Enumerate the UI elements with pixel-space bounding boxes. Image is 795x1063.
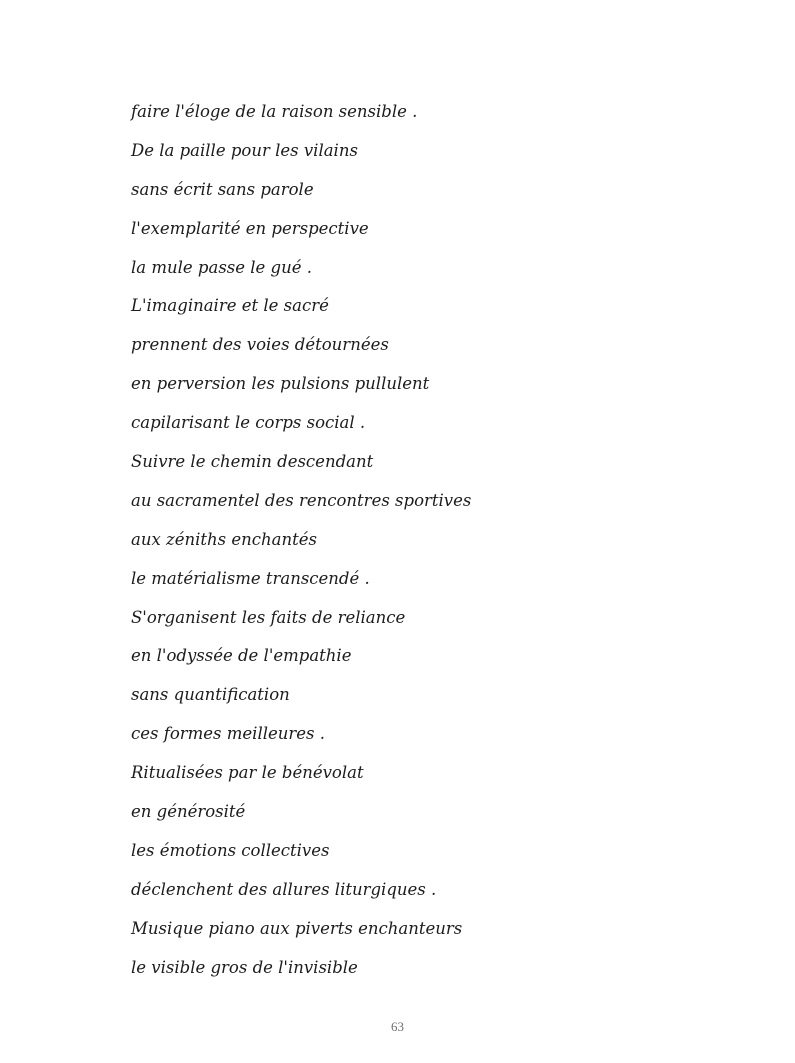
poem-line: sans écrit sans parole: [131, 179, 314, 199]
page-number: 63: [391, 1019, 404, 1034]
poem-line: capilarisant le corps social .: [131, 413, 366, 433]
poem-line: L'imaginaire et le sacré: [131, 296, 329, 316]
poem-line: l'exemplarité en perspective: [131, 218, 369, 238]
poem-line: le matérialisme transcendé .: [131, 568, 370, 588]
poem-line: S'organisent les faits de reliance: [131, 607, 406, 627]
poem-line: la mule passe le gué .: [131, 257, 312, 277]
poem-line: les émotions collectives: [131, 840, 330, 860]
poem-line: ces formes meilleures .: [131, 724, 326, 744]
poem-line: le visible gros de l'invisible: [131, 957, 358, 977]
poem-line: en générosité: [131, 802, 246, 822]
poem-line: aux zéniths enchantés: [131, 529, 317, 549]
poem-line: De la paille pour les vilains: [131, 140, 358, 160]
poem-line: prennent des voies détournées: [131, 335, 389, 355]
poem-line: Suivre le chemin descendant: [131, 452, 374, 472]
poem-line: au sacramentel des rencontres sportives: [131, 490, 472, 510]
poem-line: déclenchent des allures liturgiques .: [131, 879, 437, 899]
poem-line: en l'odyssée de l'empathie: [131, 646, 352, 666]
poem-text: [131, 101, 731, 995]
poem-line: Ritualisées par le bénévolat: [131, 763, 364, 783]
poem-line: Musique piano aux piverts enchanteurs: [131, 918, 463, 938]
poem-line: faire l'éloge de la raison sensible .: [131, 102, 418, 121]
poem-line: en perversion les pulsions pullulent: [131, 374, 430, 394]
poem-line: sans quantification: [131, 685, 290, 705]
